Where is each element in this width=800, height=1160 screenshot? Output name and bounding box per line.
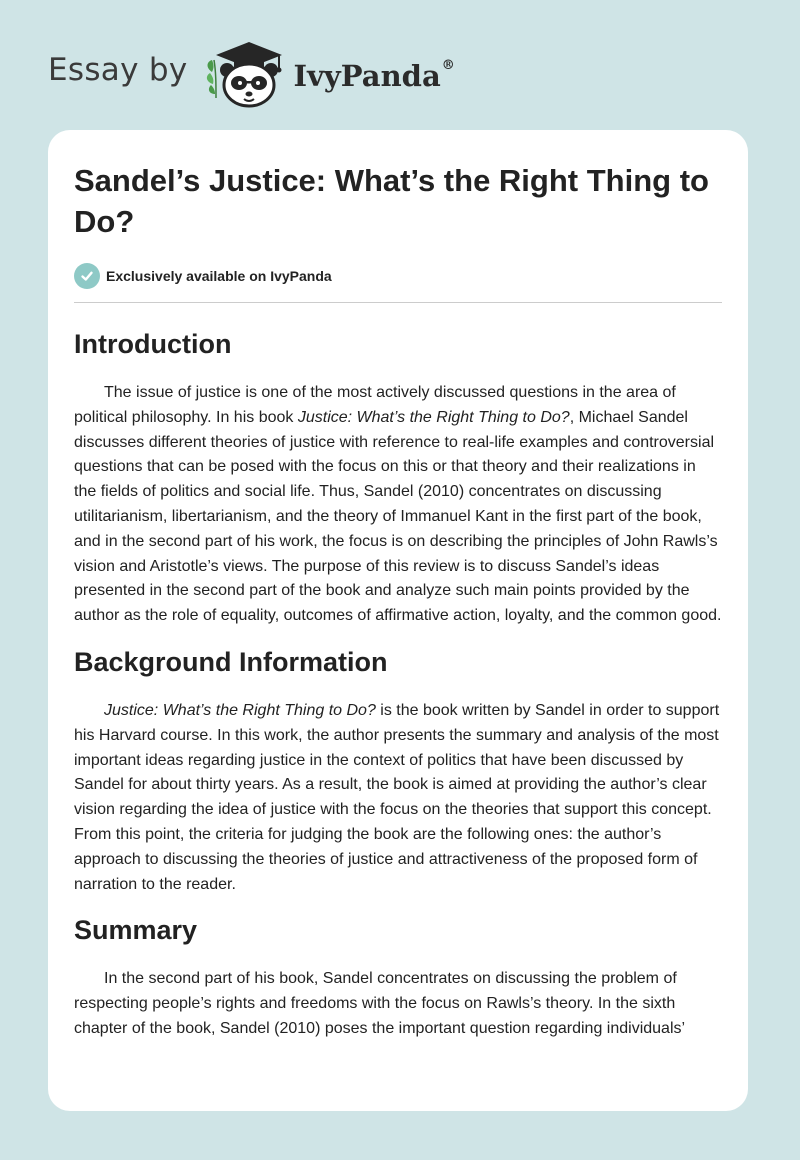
exclusive-label: Exclusively available on IvyPanda: [106, 268, 332, 284]
panda-graduate-icon: [202, 38, 288, 110]
logo-prefix: Essay by: [48, 52, 188, 88]
title-divider: [74, 302, 722, 303]
exclusive-badge: [74, 262, 722, 290]
article-card: [48, 130, 748, 1111]
section-heading-introduction: Introduction: [74, 329, 232, 359]
check-icon: [74, 263, 100, 289]
book-title-italic: Justice: What’s the Right Thing to Do?: [104, 701, 376, 719]
section-heading-background: Background Information: [74, 646, 388, 677]
site-logo[interactable]: [48, 38, 455, 110]
registered-mark: ®: [441, 58, 455, 74]
book-title-italic: Justice: What’s the Right Thing to Do?: [297, 408, 570, 426]
section-heading-summary: Summary: [74, 915, 198, 946]
brand-name: IvyPanda®: [293, 58, 455, 93]
introduction-paragraph: The issue of justice is one of the most actively discussed questions in the area of political philosophy. In his book Justice: What’s the Right Thing to Do?, Michael Sandel discusses different theories of justice with reference to real-life examples and controversial questions that can be posed with the focus on this or that theory and their realizations in the fields of politics and social life. Thus, Sandel (2010) concentrates on discussing utilitarianism, libertarianism, and the theory of Immanuel Kant in the first part of the book, and in the second part of his work, the focus is on describing the principles of John Rawls’s vision and Aristotle’s views. The purpose of this review is to discuss Sandel’s ideas presented in the second part of the book and analyze such main points provided by the author as the role of equality, outcomes of affirmative action, loyalty, and the common good.: [74, 384, 722, 625]
article-title: Sandel’s Justice: What’s the Right Thing to Do?: [74, 163, 709, 239]
summary-paragraph: In the second part of his book, Sandel concentrates on discussing the problem of respecting people’s rights and freedoms with the focus on Rawls’s theory. In the sixth chapter of the book, Sandel (2010) poses the important question regarding individuals’: [74, 970, 686, 1037]
background-paragraph: Justice: What’s the Right Thing to Do? is the book written by Sandel in order to support his Harvard course. In this work, the author presents the summary and analysis of the most important ideas regarding justice in the context of politics that have been discussed by Sandel for about thirty years. As a result, the book is aimed at providing the author’s clear vision regarding the idea of justice with the focus on the theories that support this concept. From this point, the criteria for judging the book are the following ones: the author’s approach to discussing the theories of justice and attractiveness of the proposed form of narration to the reader.: [74, 701, 720, 893]
